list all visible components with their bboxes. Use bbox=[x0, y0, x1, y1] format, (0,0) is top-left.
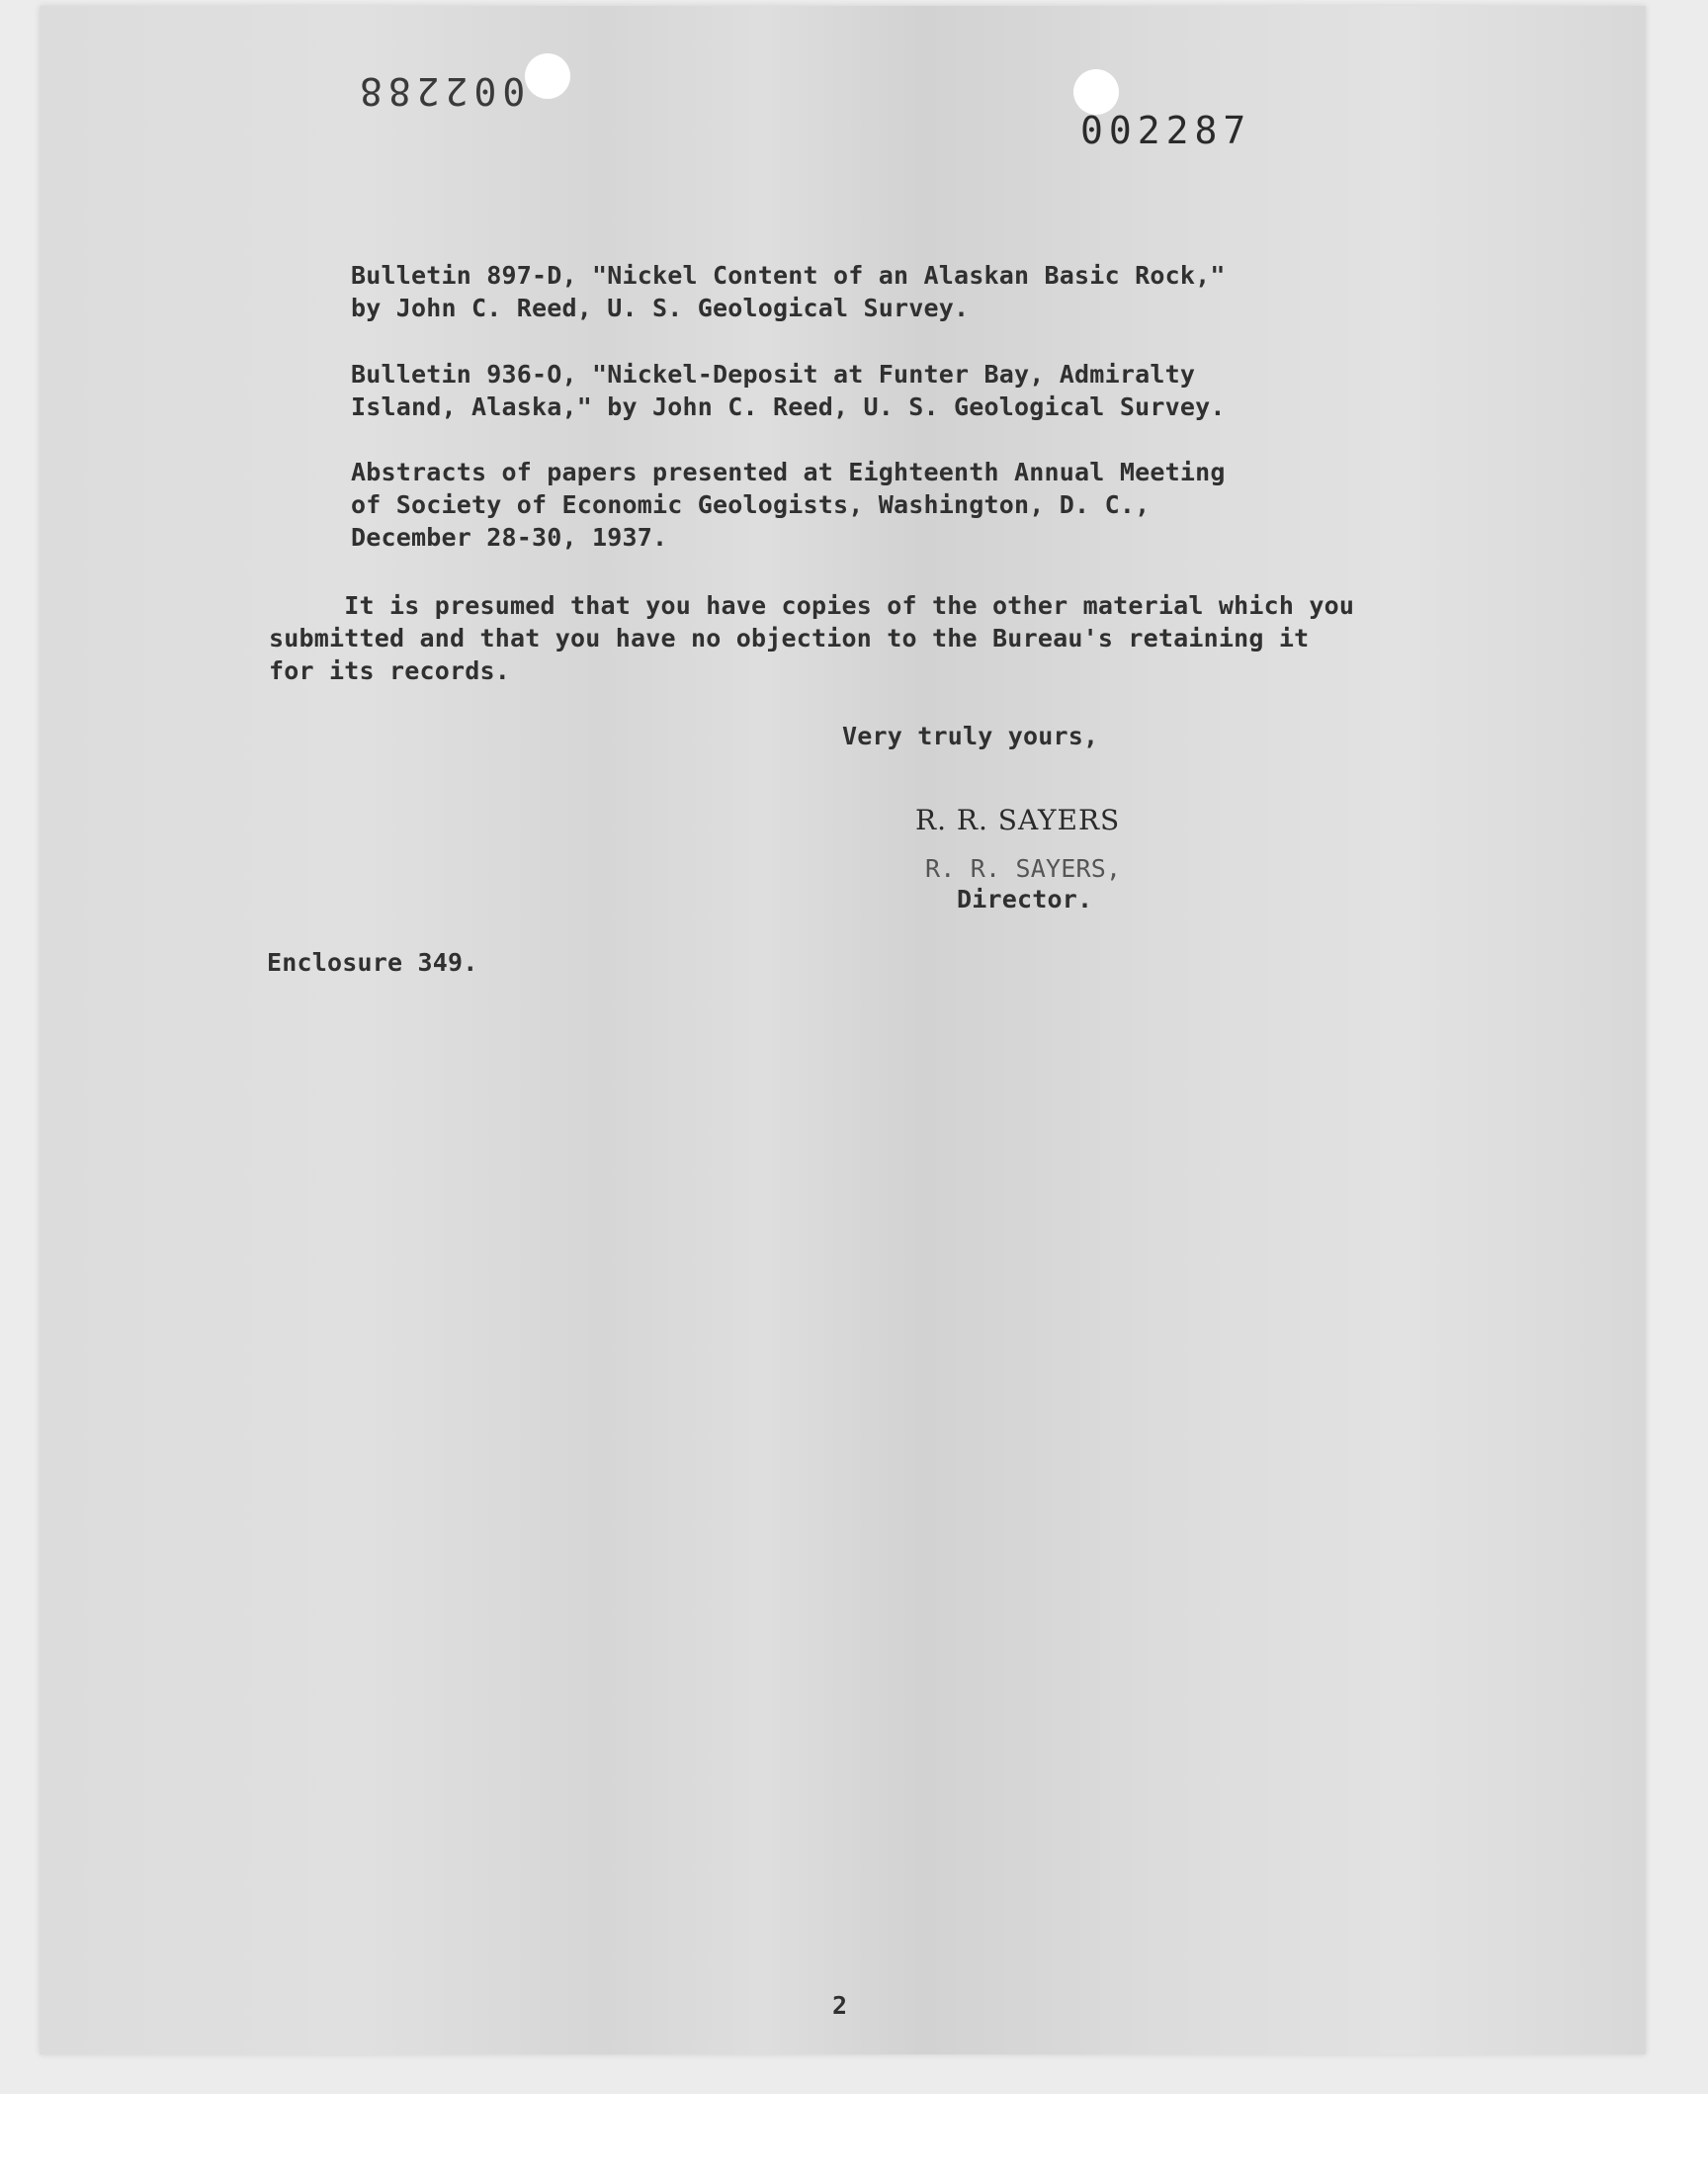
scan-bottom-margin bbox=[0, 2094, 1708, 2175]
reference-line: Abstracts of papers presented at Eighteenth Annual Meeting bbox=[351, 458, 1226, 486]
paragraph-line: submitted and that you have no objection to the Bureau's retaining it bbox=[269, 624, 1310, 652]
reference-bulletin-897d bbox=[351, 259, 1226, 324]
reference-line: of Society of Economic Geologists, Washington, D. C., bbox=[351, 490, 1151, 519]
signature-stamp: R. R. SAYERS bbox=[915, 804, 1121, 836]
body-paragraph bbox=[269, 589, 1354, 687]
bleedthrough-page-ref: 002288 bbox=[354, 69, 526, 113]
paragraph-line: for its records. bbox=[269, 656, 511, 685]
page-ref-number: 002287 bbox=[1080, 109, 1252, 152]
reference-line: December 28-30, 1937. bbox=[351, 523, 668, 552]
paragraph-line: It is presumed that you have copies of the other material which you bbox=[269, 591, 1355, 620]
reference-line: Bulletin 897-D, "Nickel Content of an Alaskan Basic Rock," bbox=[351, 261, 1226, 290]
signer-name: R. R. SAYERS, bbox=[925, 854, 1122, 883]
enclosure-note: Enclosure 349. bbox=[267, 948, 478, 977]
punch-hole-left bbox=[525, 53, 570, 99]
reference-bulletin-936o bbox=[351, 358, 1226, 423]
reference-abstracts bbox=[351, 456, 1226, 554]
closing-salutation: Very truly yours, bbox=[842, 722, 1099, 750]
reference-line: Bulletin 936-O, "Nickel-Deposit at Funter Bay, Admiralty bbox=[351, 360, 1196, 389]
reference-line: Island, Alaska," by John C. Reed, U. S. Geological Survey. bbox=[351, 392, 1226, 421]
page-number: 2 bbox=[832, 1991, 848, 2020]
signer-title: Director. bbox=[957, 885, 1093, 914]
reference-line: by John C. Reed, U. S. Geological Survey. bbox=[351, 294, 970, 322]
